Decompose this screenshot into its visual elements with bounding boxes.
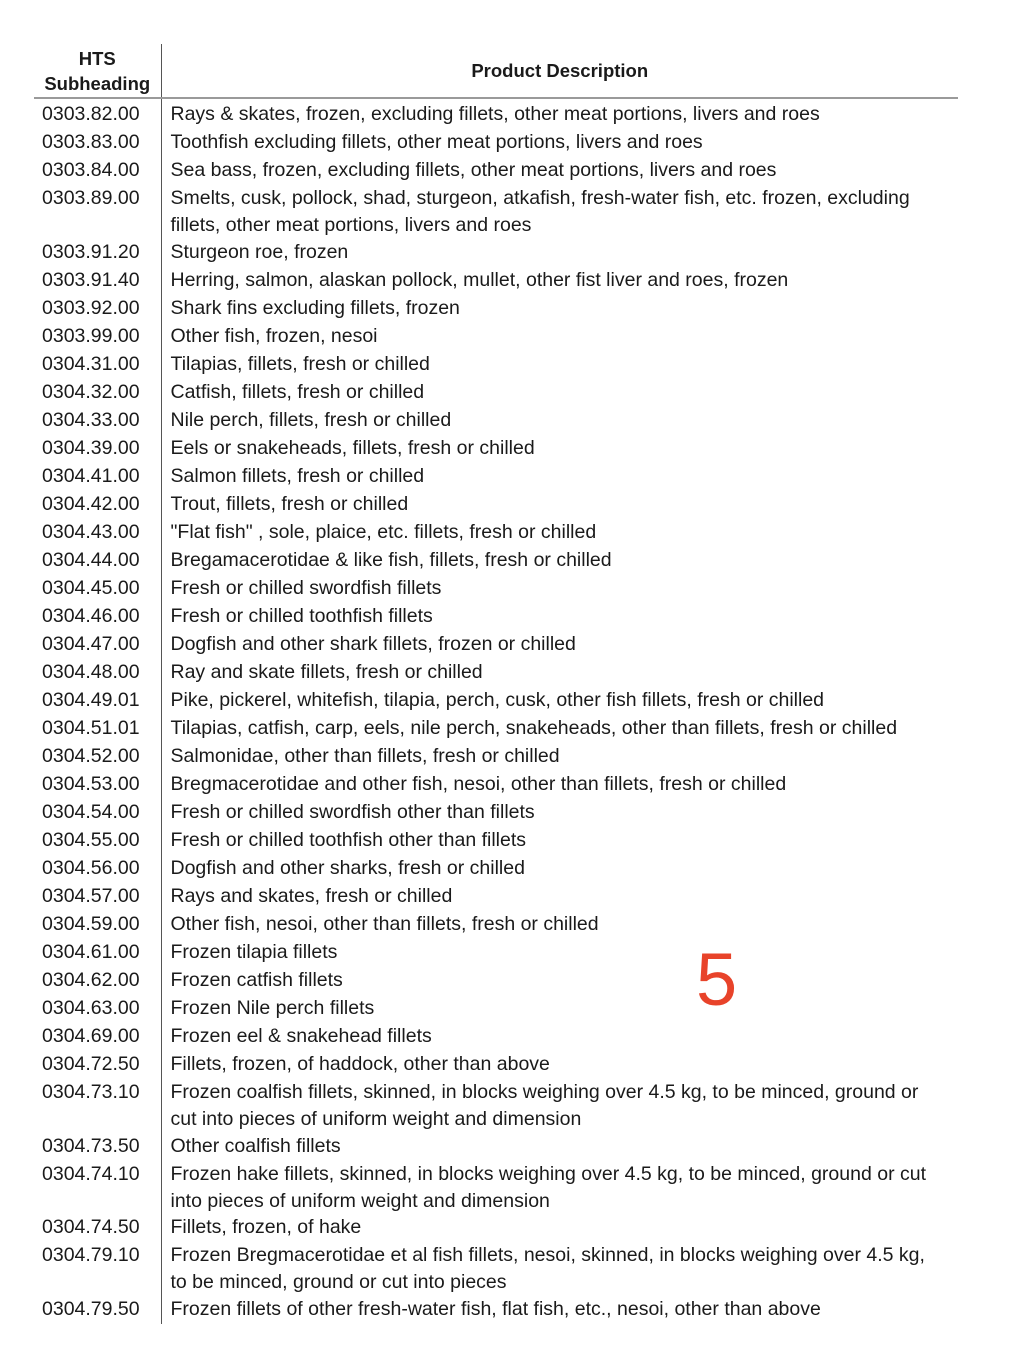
table-row: [34, 1079, 958, 1133]
product-description-cell: Tilapias, fillets, fresh or chilled: [170, 352, 430, 375]
hts-code-cell: 0304.79.50: [34, 1296, 161, 1324]
product-description-cell: Shark fins excluding fillets, frozen: [170, 296, 460, 319]
product-description-cell: Eels or snakeheads, fillets, fresh or chilled: [170, 436, 535, 459]
product-description-cell: Pike, pickerel, whitefish, tilapia, perch, cusk, other fish fillets, fresh or chilled: [170, 688, 825, 711]
hts-code-cell: 0304.46.00: [34, 603, 161, 631]
hts-code-cell: 0304.33.00: [34, 407, 161, 435]
hts-code-cell: 0303.91.20: [34, 239, 161, 267]
table-row: [34, 1133, 958, 1161]
product-description-cell: Nile perch, fillets, fresh or chilled: [170, 408, 452, 431]
hts-code-cell: 0304.43.00: [34, 519, 161, 547]
hts-code-cell: 0304.44.00: [34, 547, 161, 575]
hts-code-cell: 0304.42.00: [34, 491, 161, 519]
table-row: [34, 743, 958, 771]
product-description-cell: "Flat fish" , sole, plaice, etc. fillets, fresh or chilled: [170, 520, 597, 543]
table-row: [34, 157, 958, 185]
hts-code-cell: 0304.47.00: [34, 631, 161, 659]
header-product-description: Product Description: [161, 44, 958, 98]
table-row: [34, 491, 958, 519]
product-description-cell: Rays & skates, frozen, excluding fillets, other meat portions, livers and roes: [170, 103, 820, 125]
product-description-cell: Fillets, frozen, of hake: [170, 1216, 362, 1239]
page-number: 5: [696, 938, 738, 1021]
product-description-cell: Other coalfish fillets: [170, 1134, 341, 1157]
table-row: [34, 185, 958, 239]
table-row: [34, 435, 958, 463]
table-row: [34, 659, 958, 687]
product-description-cell: Salmon fillets, fresh or chilled: [170, 464, 425, 487]
table-row: [34, 883, 958, 911]
table-row: [34, 967, 958, 995]
table-row: [34, 911, 958, 939]
hts-code-cell: 0303.92.00: [34, 295, 161, 323]
table-row: [34, 799, 958, 827]
table-row: [34, 323, 958, 351]
hts-code-cell: 0304.72.50: [34, 1051, 161, 1079]
hts-code-cell: 0304.32.00: [34, 379, 161, 407]
table-row: [34, 267, 958, 295]
hts-code-cell: 0304.62.00: [34, 967, 161, 995]
hts-code-cell: 0303.99.00: [34, 323, 161, 351]
hts-code-cell: 0304.52.00: [34, 743, 161, 771]
hts-code-cell: 0304.41.00: [34, 463, 161, 491]
product-description-cell: Fillets, frozen, of haddock, other than above: [170, 1052, 550, 1075]
table-row: [34, 1296, 958, 1324]
hts-code-cell: 0304.74.50: [34, 1214, 161, 1242]
product-description-cell: Smelts, cusk, pollock, shad, sturgeon, atkafish, fresh-water fish, etc. frozen, excluding fillets, other meat portions, livers and roes: [170, 187, 910, 236]
table-row: [34, 379, 958, 407]
product-description-cell: Other fish, nesoi, other than fillets, fresh or chilled: [170, 912, 599, 935]
hts-code-cell: 0304.31.00: [34, 351, 161, 379]
hts-code-cell: 0304.45.00: [34, 575, 161, 603]
hts-code-cell: 0303.89.00: [34, 185, 161, 239]
product-description-cell: Ray and skate fillets, fresh or chilled: [170, 660, 483, 683]
product-description-cell: Frozen hake fillets, skinned, in blocks weighing over 4.5 kg, to be minced, ground or cut into pieces of uniform weight and dimension: [170, 1162, 926, 1212]
product-description-cell: Herring, salmon, alaskan pollock, mullet, other fist liver and roes, frozen: [170, 268, 789, 291]
hts-code-cell: 0303.82.00: [34, 98, 161, 129]
table-row: [34, 827, 958, 855]
table-row: [34, 1051, 958, 1079]
header-hts-line1: HTS: [78, 47, 116, 69]
table-row: [34, 603, 958, 631]
product-description-cell: Dogfish and other sharks, fresh or chilled: [170, 856, 525, 879]
product-description-cell: Dogfish and other shark fillets, frozen or chilled: [170, 632, 576, 655]
hts-code-cell: 0304.74.10: [34, 1161, 161, 1215]
hts-code-cell: 0304.55.00: [34, 827, 161, 855]
product-description-cell: Frozen Bregmacerotidae et al fish fillets, nesoi, skinned, in blocks weighing over 4.5 kg, to be minced, ground or cut into pieces: [170, 1244, 925, 1294]
hts-code-cell: 0304.39.00: [34, 435, 161, 463]
product-description-cell: Fresh or chilled toothfish other than fillets: [170, 828, 527, 851]
hts-code-cell: 0304.54.00: [34, 799, 161, 827]
table-row: [34, 463, 958, 491]
hts-code-cell: 0304.57.00: [34, 883, 161, 911]
header-hts-subheading: [34, 44, 161, 98]
table-row: [34, 575, 958, 603]
hts-table: [34, 44, 958, 1324]
table-row: [34, 771, 958, 799]
product-description-cell: Toothfish excluding fillets, other meat portions, livers and roes: [170, 131, 703, 153]
table-row: [34, 715, 958, 743]
hts-code-cell: 0304.61.00: [34, 939, 161, 967]
table-row: [34, 129, 958, 157]
hts-code-cell: 0304.69.00: [34, 1023, 161, 1051]
hts-code-cell: 0304.73.50: [34, 1133, 161, 1161]
table-header: [34, 44, 958, 98]
hts-code-cell: 0304.53.00: [34, 771, 161, 799]
table-row: [34, 407, 958, 435]
product-description-cell: Tilapias, catfish, carp, eels, nile perch, snakeheads, other than fillets, fresh or chilled: [170, 716, 898, 739]
table-row: [34, 239, 958, 267]
table-row: [34, 1214, 958, 1242]
table-row: [34, 631, 958, 659]
product-description-cell: Other fish, frozen, nesoi: [170, 324, 378, 347]
header-hts-line2: Subheading: [44, 72, 151, 94]
product-description-cell: Bregamacerotidae & like fish, fillets, fresh or chilled: [170, 548, 612, 571]
product-description-cell: Trout, fillets, fresh or chilled: [170, 492, 409, 515]
product-description-cell: Fresh or chilled swordfish other than fillets: [170, 800, 535, 823]
product-description-cell: Frozen eel & snakehead fillets: [170, 1024, 432, 1047]
product-description-cell: Salmonidae, other than fillets, fresh or chilled: [170, 744, 560, 767]
table-row: [34, 1161, 958, 1215]
product-description-cell: Frozen coalfish fillets, skinned, in blocks weighing over 4.5 kg, to be minced, ground or cut into pieces of uniform weight and dimension: [170, 1080, 919, 1130]
table-row: [34, 351, 958, 379]
table-row: [34, 1023, 958, 1051]
table-body: [34, 98, 958, 1324]
product-description-cell: Fresh or chilled swordfish fillets: [170, 576, 442, 599]
hts-code-cell: 0304.51.01: [34, 715, 161, 743]
product-description-cell: Fresh or chilled toothfish fillets: [170, 604, 433, 627]
hts-code-cell: 0304.49.01: [34, 687, 161, 715]
hts-code-cell: 0303.84.00: [34, 157, 161, 185]
table-row: [34, 855, 958, 883]
hts-code-cell: 0303.91.40: [34, 267, 161, 295]
table-row: [34, 295, 958, 323]
product-description-cell: Sea bass, frozen, excluding fillets, other meat portions, livers and roes: [170, 159, 777, 181]
table-row: [34, 687, 958, 715]
table-row: [34, 547, 958, 575]
product-description-cell: Frozen catfish fillets: [170, 968, 343, 991]
product-description-cell: Bregmacerotidae and other fish, nesoi, other than fillets, fresh or chilled: [170, 772, 787, 795]
product-description-cell: Frozen tilapia fillets: [170, 940, 338, 963]
hts-code-cell: 0303.83.00: [34, 129, 161, 157]
hts-code-cell: 0304.59.00: [34, 911, 161, 939]
product-description-cell: Frozen Nile perch fillets: [170, 996, 375, 1019]
table-row: [34, 939, 958, 967]
hts-code-cell: 0304.63.00: [34, 995, 161, 1023]
table-row: [34, 1242, 958, 1296]
product-description-cell: Rays and skates, fresh or chilled: [170, 884, 453, 907]
hts-code-cell: 0304.73.10: [34, 1079, 161, 1133]
hts-code-cell: 0304.56.00: [34, 855, 161, 883]
product-description-cell: Frozen fillets of other fresh-water fish, flat fish, etc., nesoi, other than above: [170, 1298, 821, 1321]
hts-code-cell: 0304.48.00: [34, 659, 161, 687]
table-row: [34, 519, 958, 547]
product-description-cell: Sturgeon roe, frozen: [170, 240, 349, 263]
product-description-cell: Catfish, fillets, fresh or chilled: [170, 380, 425, 403]
hts-code-cell: 0304.79.10: [34, 1242, 161, 1296]
table-row: [34, 98, 958, 129]
table-row: [34, 995, 958, 1023]
